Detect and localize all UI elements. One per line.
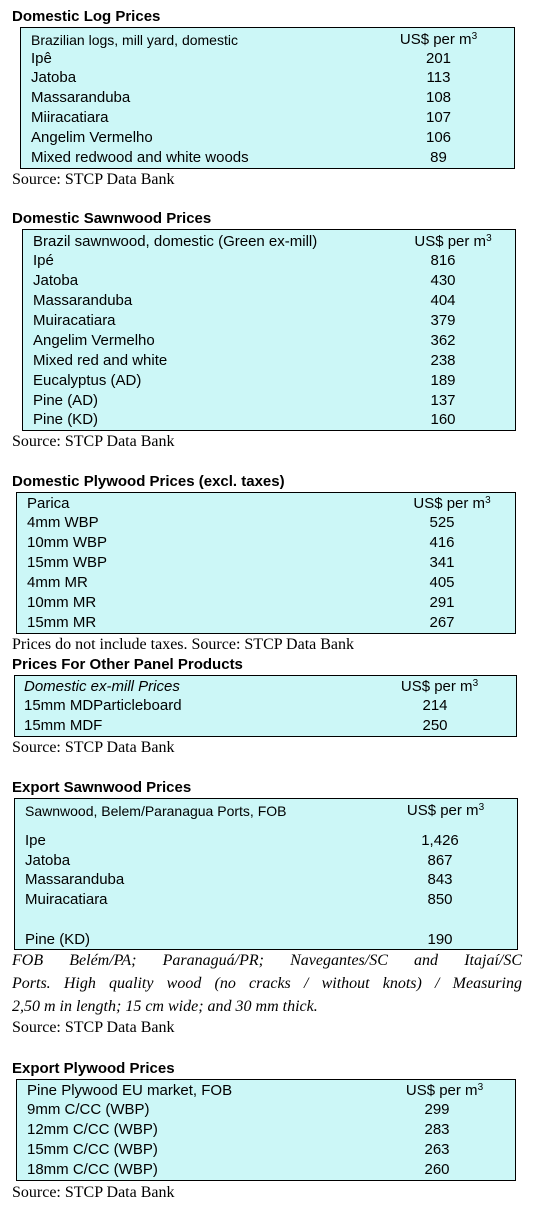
row-label: Mixed red and white: [33, 352, 168, 369]
table-row: [23, 351, 515, 371]
row-label: Angelim Vermelho: [31, 129, 153, 146]
table-domestic-plywood-prices: [16, 492, 516, 634]
row-label: Ipê: [31, 50, 52, 67]
row-value: 816: [430, 252, 456, 269]
header-unit: [382, 1081, 507, 1101]
unit-superscript: 3: [471, 31, 478, 42]
note-line: Ports. High quality wood (no cracks / without knots) / Measuring: [12, 975, 522, 992]
table-row: [17, 613, 515, 633]
table-row: [21, 128, 514, 148]
row-value: 137: [430, 392, 456, 409]
table-row: [17, 533, 515, 553]
header-label: Brazil sawnwood, domestic (Green ex-mill): [33, 233, 318, 250]
header-label: Parica: [27, 495, 70, 512]
row-label: 4mm MR: [27, 574, 88, 591]
row-value: 214: [422, 697, 448, 714]
row-value: 160: [430, 411, 456, 428]
table-row: [23, 251, 515, 271]
header-unit: [383, 801, 508, 821]
table-header: [17, 1081, 515, 1101]
row-label: Miiracatiara: [31, 109, 109, 126]
header-unit: [393, 232, 513, 252]
source-note: Prices do not include taxes. Source: STCP Data Bank: [12, 636, 355, 653]
unit-text: US$ per m: [406, 802, 479, 819]
unit-superscript: 3: [477, 1082, 484, 1093]
table-header: [15, 677, 516, 697]
unit-superscript: 3: [485, 495, 491, 506]
note-line: 2,50 m in length; 15 cm wide; and 30 mm thick.: [12, 998, 318, 1015]
table-row: [21, 148, 514, 168]
table-row: [17, 553, 515, 573]
source-note: Source: STCP Data Bank: [12, 1184, 175, 1201]
row-label: 15mm MDF: [24, 717, 103, 734]
row-value: 113: [426, 69, 451, 86]
row-value: 850: [427, 891, 453, 908]
table-row: [15, 831, 517, 851]
table-row: [23, 331, 515, 351]
table-row: [21, 49, 514, 69]
row-value: 283: [424, 1121, 450, 1138]
row-label: 15mm MR: [27, 614, 97, 631]
row-value: 525: [429, 514, 455, 531]
row-label: Jatoba: [31, 69, 77, 86]
row-value: 1,426: [421, 832, 459, 849]
row-value: 867: [427, 852, 453, 869]
row-value: 108: [425, 89, 452, 106]
header-unit: [366, 30, 511, 50]
section-title-export-sawnwood-prices: Export Sawnwood Prices: [12, 779, 192, 796]
table-row: [17, 513, 515, 533]
row-value: 299: [424, 1101, 450, 1118]
row-label: Pine (KD): [25, 931, 91, 948]
row-value: 341: [429, 554, 455, 571]
unit-text: US$ per m: [413, 495, 486, 512]
table-row: [21, 88, 514, 108]
row-label: Jatoba: [25, 852, 71, 869]
row-label: 9mm C/CC (WBP): [27, 1101, 150, 1118]
table-row: [23, 410, 515, 430]
table-row: [23, 271, 515, 291]
row-label: Eucalyptus (AD): [33, 372, 142, 389]
table-row: [17, 1140, 515, 1160]
row-value: 416: [429, 534, 455, 551]
table-row: [15, 716, 516, 736]
unit-text: US$ per m: [399, 31, 472, 48]
row-value: 106: [425, 129, 452, 146]
row-label: 12mm C/CC (WBP): [27, 1121, 158, 1138]
table-row: [17, 573, 515, 593]
unit-superscript: 3: [478, 802, 485, 813]
section-title-domestic-sawnwood-prices: Domestic Sawnwood Prices: [12, 210, 212, 227]
row-value: 238: [430, 352, 456, 369]
row-value: 430: [430, 272, 456, 289]
section-title-domestic-log-prices: Domestic Log Prices: [12, 8, 161, 25]
row-label: Pine (KD): [33, 411, 99, 428]
row-label: Massaranduba: [31, 89, 131, 106]
table-row: [17, 593, 515, 613]
table-row: [23, 391, 515, 411]
source-note: Source: STCP Data Bank: [12, 1019, 175, 1036]
row-value: 362: [430, 332, 456, 349]
table-row: [15, 870, 517, 890]
source-note: Source: STCP Data Bank: [12, 433, 175, 450]
row-label: Pine (AD): [33, 392, 99, 409]
row-value: 379: [430, 312, 456, 329]
header-label: Domestic ex-mill Prices: [24, 678, 180, 695]
row-label: 18mm C/CC (WBP): [27, 1161, 158, 1178]
table-row: [15, 890, 517, 910]
section-title-other-panel-products: Prices For Other Panel Products: [12, 656, 243, 673]
row-label: Ipe: [25, 832, 46, 849]
row-value: 190: [427, 931, 453, 948]
row-label: Muiracatiara: [25, 891, 108, 908]
row-label: 10mm WBP: [27, 534, 108, 551]
table-row: [17, 1120, 515, 1140]
row-value: 267: [429, 614, 455, 631]
row-value: 405: [429, 574, 455, 591]
row-label: Jatoba: [33, 272, 79, 289]
table-header: [15, 801, 517, 821]
row-value: 250: [422, 717, 448, 734]
row-value: 89: [430, 149, 447, 166]
row-value: 189: [430, 372, 456, 389]
fob-note: [12, 949, 522, 1018]
header-unit: [377, 677, 502, 697]
table-domestic-log-prices: [20, 27, 515, 169]
table-row: [17, 1160, 515, 1180]
source-note: Source: STCP Data Bank: [12, 171, 175, 188]
unit-text: US$ per m: [400, 678, 473, 695]
row-value: 291: [429, 594, 455, 611]
row-value: 404: [430, 292, 456, 309]
table-row: [17, 1100, 515, 1120]
table-domestic-sawnwood-prices: [22, 229, 516, 431]
row-label: 15mm WBP: [27, 554, 108, 571]
table-header: [21, 30, 514, 50]
source-note: Source: STCP Data Bank: [12, 739, 175, 756]
table-row: [21, 108, 514, 128]
table-row: [23, 291, 515, 311]
table-row: [15, 696, 516, 716]
unit-superscript: 3: [472, 678, 479, 689]
row-label: Ipé: [33, 252, 54, 269]
row-value: 843: [427, 871, 453, 888]
row-label: Angelim Vermelho: [33, 332, 155, 349]
row-label: 15mm C/CC (WBP): [27, 1141, 158, 1158]
row-label: 4mm WBP: [27, 514, 99, 531]
row-value: 263: [424, 1141, 450, 1158]
unit-superscript: 3: [486, 233, 492, 244]
row-label: 15mm MDParticleboard: [24, 697, 182, 714]
table-other-panel-products: [14, 675, 517, 737]
table-row: [15, 930, 517, 950]
header-label: Sawnwood, Belem/Paranagua Ports, FOB: [25, 803, 287, 819]
row-label: Mixed redwood and white woods: [31, 149, 249, 166]
table-row: [23, 371, 515, 391]
row-label: Muiracatiara: [33, 312, 116, 329]
row-label: 10mm MR: [27, 594, 97, 611]
row-value: 107: [425, 109, 452, 126]
note-line: FOB Belém/PA; Paranaguá/PR; Navegantes/SC and Itajaí/SC: [12, 952, 522, 969]
table-export-sawnwood-prices: [14, 798, 518, 950]
row-label: Massaranduba: [33, 292, 133, 309]
table-export-plywood-prices: [16, 1079, 516, 1181]
table-header: [23, 232, 515, 252]
row-value: 201: [425, 50, 452, 67]
row-value: 260: [424, 1161, 450, 1178]
header-label: Pine Plywood EU market, FOB: [27, 1082, 233, 1099]
section-title-export-plywood-prices: Export Plywood Prices: [12, 1060, 175, 1077]
unit-text: US$ per m: [405, 1082, 478, 1099]
table-header: [17, 494, 515, 514]
unit-text: US$ per m: [414, 233, 487, 250]
section-title-domestic-plywood-prices: Domestic Plywood Prices (excl. taxes): [12, 473, 285, 490]
header-label: Brazilian logs, mill yard, domestic: [31, 32, 238, 48]
row-label: Massaranduba: [25, 871, 125, 888]
table-row: [15, 851, 517, 871]
table-row: [23, 311, 515, 331]
table-row: [21, 68, 514, 88]
header-unit: [392, 494, 512, 514]
